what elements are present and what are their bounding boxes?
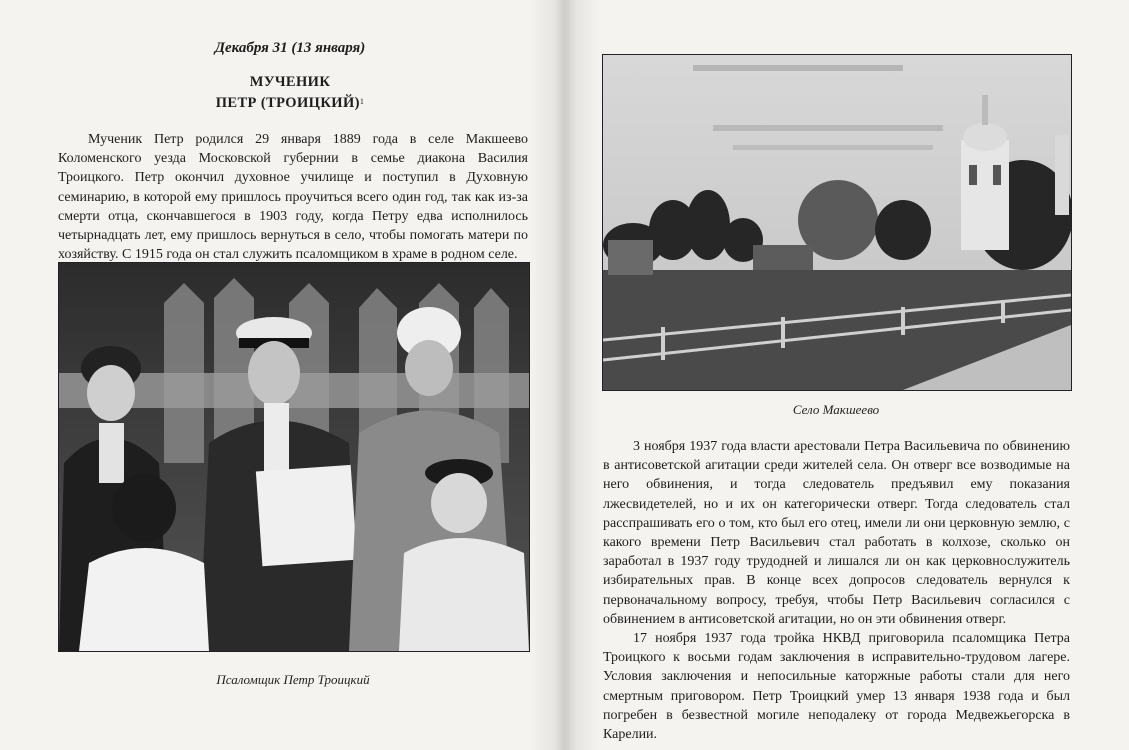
biography-paragraph [58, 130, 528, 264]
paragraph-2: 17 ноября 1937 года тройка НКВД приговорила псаломщика Петра Троицкого к восьми годам заключения в исправительно-трудовом лагере. Условия заключения и непосильные каторжные работы стали для него смертным приговором. Петр Троицкий умер 13 января 1938 года и был погребен в безвестной могиле неподалеку от города Медвежьегорска в Карелии. [603, 631, 1070, 743]
title-line-1: МУЧЕНИК [249, 74, 331, 90]
paragraph-1: 3 ноября 1937 года власти арестовали Петра Васильевича по обвинению в антисоветской агитации среди жителей села. Он отверг все возводимые на него обвинения, и тогда следователь предъявил ему показания лжесвидетелей, но и их он категорически отверг. Тогда следователь стал расспрашивать его о том, кто был его отец, имели ли они церковную землю, с какого времени Петр Васильевич стал работать в колхозе, сколько он заработал в 1937 году трудодней и лишался ли он как церковнослужитель избирательных прав. В конце всех допросов следователь вернулся к первоначальному вопросу, требуя, чтобы Петр Васильевич согласился с обвинением в антисоветской агитации, но он эти обвинения отверг. [603, 439, 1070, 627]
date-header: Декабря 31 (13 января) [214, 40, 366, 56]
arrest-text [603, 437, 1070, 744]
village-caption: Село Макшеево [792, 402, 880, 417]
footnote-mark: 1 [359, 97, 365, 106]
title-line-2-text: ПЕТР (ТРОИЦКИЙ) [215, 95, 360, 111]
paragraph-text: Мученик Петр родился 29 января 1889 года в селе Макшеево Коломенского уезда Московской губернии в семье диакона Василия Троицкого. Петр окончил духовное училище и поступил в Духовную семинарию, в которой ему пришлось проучиться всего один год, так как из-за смерти отца, скончавшегося в 1903 году, когда Петру едва исполнилось четырнадцать лет, ему пришлось вернуться в село, чтобы помогать матери по хозяйству. С 1915 года он стал служить псаломщиком в храме в родном селе. [58, 132, 528, 263]
village-photo-illustration [603, 55, 1071, 390]
title-line-2 [0, 93, 580, 114]
page-title [0, 72, 580, 114]
portrait-photo [58, 262, 530, 652]
village-photo [602, 54, 1072, 391]
portrait-caption: Псаломщик Петр Троицкий [216, 672, 370, 687]
family-photo-illustration [59, 263, 529, 651]
